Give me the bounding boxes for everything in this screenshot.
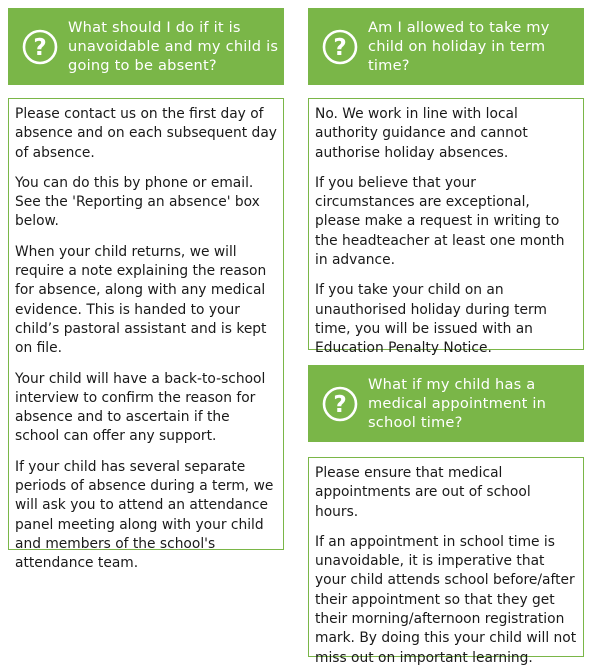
holiday-paragraph: If you believe that your circumstances are exceptional, please make a request in writing to the headteacher at least one month in advance.	[315, 174, 565, 269]
absence-question-header	[8, 8, 284, 85]
holiday-answer-box	[308, 98, 584, 357]
medical-paragraph: Please ensure that medical appointments are out of school hours.	[315, 465, 531, 520]
question-circle-icon	[322, 386, 358, 422]
question-circle-icon	[322, 29, 358, 65]
holiday-question-header	[308, 8, 584, 85]
absence-paragraph: Please contact us on the first day of absence and on each subsequent day of absence.	[15, 106, 277, 161]
svg-text:?: ?	[333, 391, 347, 418]
medical-paragraph: If an appointment in school time is unavoidable, it is imperative that your child attends school before/after their appointment so that they get their morning/afternoon registration mark. By doing this your child will not miss out on important learning.	[315, 533, 577, 666]
absence-paragraph: When your child returns, we will require a note explaining the reason for absence, along with any medical evidence. This is handed to your child’s pastoral assistant and is kept on file.	[15, 243, 267, 357]
holiday-paragraph: If you take your child on an unauthorised holiday during term time, you will be issued with an Education Penalty Notice.	[315, 282, 547, 357]
svg-text:?: ?	[333, 34, 347, 61]
question-circle-icon	[22, 29, 58, 65]
absence-paragraph: Your child will have a back-to-school interview to confirm the reason for absence and to ascertain if the school can offer any support.	[15, 370, 266, 445]
holiday-question-title: Am I allowed to take my child on holiday in term time?	[368, 19, 550, 74]
medical-answer-box	[308, 457, 584, 666]
holiday-paragraph: No. We work in line with local authority guidance and cannot authorise holiday absences.	[315, 106, 528, 161]
medical-question-header	[308, 365, 584, 442]
absence-question-title: What should I do if it is unavoidable and my child is going to be absent?	[68, 19, 279, 74]
svg-text:?: ?	[33, 34, 47, 61]
absence-paragraph: You can do this by phone or email. See the 'Reporting an absence' box below.	[15, 174, 260, 230]
absence-answer-box	[8, 98, 284, 572]
medical-question-title: What if my child has a medical appointment in school time?	[368, 376, 547, 431]
absence-paragraph: If your child has several separate periods of absence during a term, we will ask you to attend an attendance panel meeting along with your child and members of the school's attendance team.	[15, 458, 274, 572]
